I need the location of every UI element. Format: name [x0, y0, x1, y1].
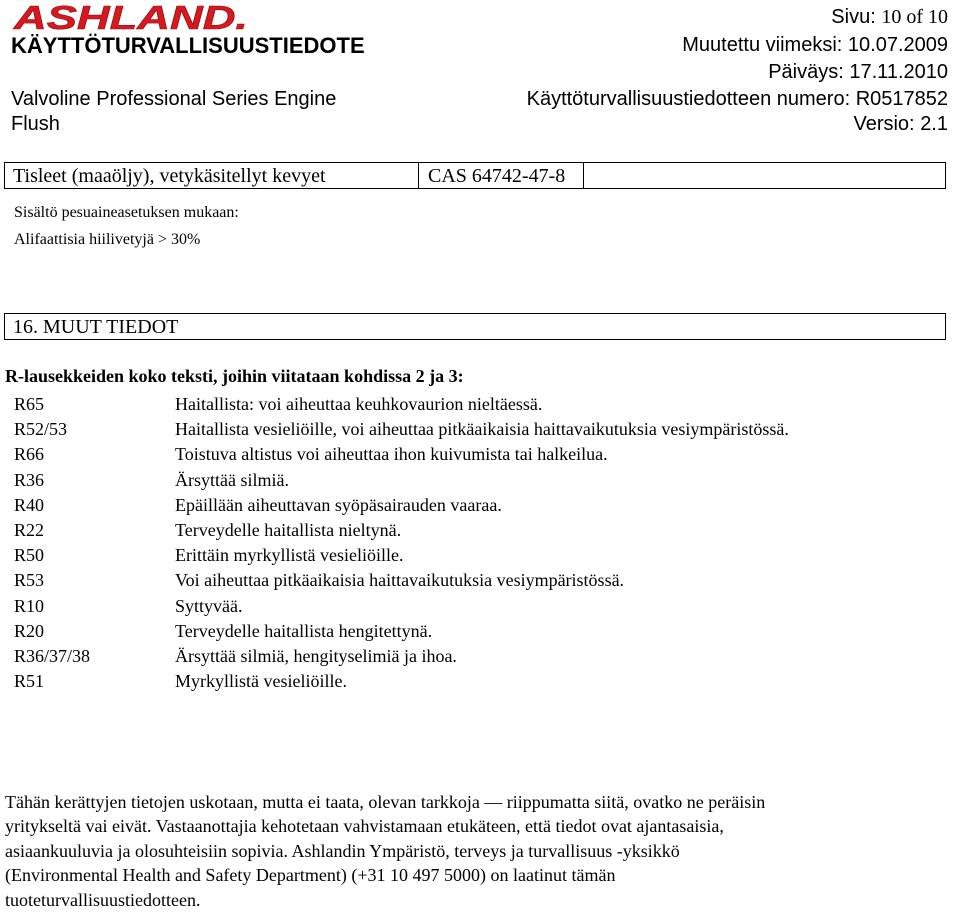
- disclaimer-line: Tähän kerättyjen tietojen uskotaan, mutta ei taata, olevan tarkkoja — riippumatta siitä, ovatko ne peräisin: [5, 792, 766, 812]
- r-phrase-text: Ärsyttää silmiä.: [175, 469, 289, 490]
- r-phrase-text: Voi aiheuttaa pitkäaikaisia haittavaikutuksia vesiympäristössä.: [175, 570, 625, 591]
- disclaimer: [5, 790, 935, 912]
- section-16-header: [4, 313, 946, 340]
- r-phrase-code: R36/37/38: [14, 645, 91, 666]
- r-phrase-code: R53: [14, 570, 45, 591]
- ingredient-box: [4, 162, 946, 189]
- print-date: [768, 61, 948, 84]
- page-value: 10 of 10: [881, 6, 948, 28]
- r-phrase-code: R66: [14, 444, 45, 465]
- r-phrase-text: Toistuva altistus voi aiheuttaa ihon kuivumista tai halkeilua.: [175, 444, 608, 465]
- section-16-title: 16. MUUT TIEDOT: [13, 316, 179, 338]
- r-phrase-text: Haitallista: voi aiheuttaa keuhkovaurion nieltäessä.: [175, 394, 543, 414]
- logo-text: ASHLAND.: [12, 2, 249, 32]
- ingredient-divider: [418, 163, 419, 188]
- r-phrases-heading: R-lausekkeiden koko teksti, joihin viitataan kohdissa 2 ja 3:: [5, 366, 464, 386]
- ingredient-name: Tisleet (maaöljy), vetykäsitellyt kevyet: [13, 165, 326, 187]
- r-phrase-row: [14, 442, 944, 467]
- r-phrase-text: Terveydelle haitallista nieltynä.: [175, 519, 402, 540]
- revised-value: 10.07.2009: [847, 34, 948, 56]
- r-phrase-row: [14, 644, 944, 669]
- r-phrase-row: [14, 543, 944, 568]
- r-phrase-row: [14, 468, 944, 493]
- detergent-value: Alifaattisia hiilivetyjä > 30%: [14, 231, 201, 248]
- disclaimer-line: (Environmental Health and Safety Department) (+31 10 497 5000) on laatinut tämän: [5, 865, 616, 886]
- disclaimer-line: tuoteturvallisuustiedotteen.: [5, 889, 201, 910]
- date-label: Päiväys:: [768, 61, 844, 83]
- r-phrase-row: [14, 493, 944, 518]
- r-phrase-code: R50: [14, 545, 45, 566]
- sds-number-label: Käyttöturvallisuustiedotteen numero:: [526, 88, 851, 110]
- r-phrase-row: [14, 392, 944, 417]
- r-phrase-row: [14, 417, 944, 442]
- r-phrase-text: Erittäin myrkyllistä vesieliöille.: [175, 545, 404, 566]
- version-value: 2.1: [920, 113, 948, 135]
- r-phrase-code: R40: [14, 494, 45, 515]
- version: [853, 113, 948, 136]
- r-phrase-code: R10: [14, 595, 45, 616]
- document-title: KÄYTTÖTURVALLISUUSTIEDOTE: [11, 33, 365, 58]
- detergent-heading: Sisältö pesuaineasetuksen mukaan:: [14, 204, 239, 221]
- r-phrase-text: Syttyvää.: [175, 595, 243, 616]
- r-phrase-code: R52/53: [14, 419, 68, 440]
- revised-date: [682, 34, 948, 57]
- r-phrase-text: Haitallista vesieliöille, voi aiheuttaa pitkäaikaisia haittavaikutuksia vesiympäristössä.: [175, 419, 789, 440]
- page-label: Sivu:: [831, 6, 876, 28]
- r-phrase-row: [14, 669, 944, 694]
- r-phrase-text: Myrkyllistä vesieliöille.: [175, 671, 347, 692]
- r-phrase-text: Epäillään aiheuttavan syöpäsairauden vaaraa.: [175, 494, 502, 515]
- r-phrase-row: [14, 568, 944, 593]
- sds-number: [527, 88, 948, 111]
- page-number: [831, 6, 948, 29]
- revised-label: Muutettu viimeksi:: [682, 34, 843, 56]
- disclaimer-line: yritykseltä vai eivät. Vastaanottajia kehotetaan vahvistamaan etukäteen, että tiedot ovat ajantasaisia,: [5, 816, 724, 837]
- product-name-line1: Valvoline Professional Series Engine: [11, 88, 337, 110]
- ingredient-cas: CAS 64742-47-8: [428, 165, 566, 187]
- r-phrase-text: Ärsyttää silmiä, hengityselimiä ja ihoa.: [175, 645, 457, 666]
- r-phrase-code: R20: [14, 620, 45, 641]
- ingredient-divider-2: [583, 163, 584, 188]
- product-name-line2: Flush: [11, 113, 60, 135]
- disclaimer-line: asiaankuuluvia ja olosuhteisiin sopivia. Ashlandin Ympäristö, terveys ja turvallisuus -yksikkö: [5, 840, 680, 861]
- r-phrase-row: [14, 518, 944, 543]
- r-phrase-row: [14, 594, 944, 619]
- r-phrase-code: R36: [14, 469, 45, 490]
- r-phrase-code: R51: [14, 671, 45, 692]
- r-phrases-table: [14, 392, 944, 694]
- r-phrase-text: Terveydelle haitallista hengitettynä.: [175, 620, 433, 641]
- date-value: 17.11.2010: [849, 61, 948, 83]
- r-phrase-row: [14, 619, 944, 644]
- sds-number-value: R0517852: [855, 88, 948, 110]
- version-label: Versio:: [853, 113, 915, 135]
- r-phrase-code: R22: [14, 519, 45, 540]
- ashland-logo: [12, 2, 252, 32]
- r-phrase-code: R65: [14, 394, 45, 414]
